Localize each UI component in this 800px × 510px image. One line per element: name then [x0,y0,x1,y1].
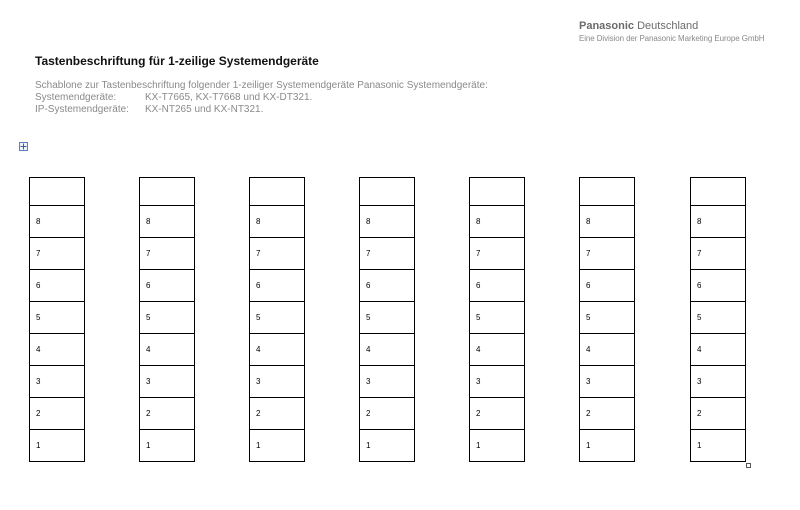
key-label-cell[interactable] [140,365,194,397]
key-label-cell[interactable] [250,269,304,301]
key-label-cell[interactable] [580,365,634,397]
key-number: 6 [256,281,261,290]
key-label-cell[interactable] [30,365,84,397]
key-number: 5 [146,313,151,322]
key-number: 1 [146,441,151,450]
strip-header-cell[interactable] [30,178,84,205]
key-label-cell[interactable] [30,333,84,365]
key-number: 8 [586,217,591,226]
key-number: 1 [36,441,41,450]
key-label-cell[interactable] [691,301,745,333]
key-label-cell[interactable] [691,269,745,301]
key-label-cell[interactable] [580,333,634,365]
key-number: 3 [36,377,41,386]
key-number: 7 [146,249,151,258]
key-label-cell[interactable] [140,333,194,365]
key-label-cell[interactable] [360,397,414,429]
key-number: 2 [36,409,41,418]
key-number: 1 [697,441,702,450]
key-label-cell[interactable] [250,365,304,397]
key-number: 2 [256,409,261,418]
models-line-1-value: KX-T7665, KX-T7668 und KX-DT321. [145,92,313,103]
key-number: 8 [366,217,371,226]
label-strip-1 [29,177,85,462]
key-label-cell[interactable] [30,269,84,301]
key-number: 5 [697,313,702,322]
key-number: 1 [256,441,261,450]
key-label-cell[interactable] [580,269,634,301]
key-number: 4 [697,345,702,354]
document-description [35,80,488,116]
key-number: 8 [476,217,481,226]
key-label-cell[interactable] [470,237,524,269]
strip-header-cell[interactable] [470,178,524,205]
key-number: 2 [476,409,481,418]
key-label-cell[interactable] [691,333,745,365]
key-number: 7 [366,249,371,258]
intro-line [35,80,488,92]
key-label-cell[interactable] [140,397,194,429]
key-label-cell[interactable] [140,205,194,237]
key-label-cell[interactable] [360,237,414,269]
key-label-cell[interactable] [580,237,634,269]
key-label-cell[interactable] [580,397,634,429]
key-label-cell[interactable] [470,429,524,461]
key-number: 6 [476,281,481,290]
key-number: 4 [586,345,591,354]
key-number: 7 [697,249,702,258]
table-move-handle-icon[interactable] [19,142,28,151]
key-number: 8 [256,217,261,226]
key-label-cell[interactable] [140,301,194,333]
key-number: 2 [697,409,702,418]
table-resize-handle-icon[interactable] [746,463,751,468]
key-label-cell[interactable] [580,205,634,237]
strip-header-cell[interactable] [250,178,304,205]
models-line-2 [35,104,488,116]
key-label-cell[interactable] [360,365,414,397]
key-number: 7 [256,249,261,258]
key-label-cell[interactable] [250,237,304,269]
key-label-cell[interactable] [30,301,84,333]
brand-name: Panasonic [579,20,635,32]
key-label-cell[interactable] [360,269,414,301]
key-number: 6 [36,281,41,290]
key-number: 4 [146,345,151,354]
key-number: 5 [36,313,41,322]
label-strip-5 [469,177,525,462]
key-number: 3 [586,377,591,386]
key-number: 2 [586,409,591,418]
strip-header-cell[interactable] [140,178,194,205]
key-number: 4 [36,345,41,354]
key-label-cell[interactable] [30,205,84,237]
label-strip-7 [690,177,746,462]
key-number: 7 [476,249,481,258]
key-label-cell[interactable] [360,429,414,461]
key-number: 1 [366,441,371,450]
key-number: 7 [36,249,41,258]
key-label-cell[interactable] [691,365,745,397]
key-label-cell[interactable] [470,333,524,365]
key-label-cell[interactable] [360,301,414,333]
strip-header-cell[interactable] [691,178,745,205]
strip-header-cell[interactable] [360,178,414,205]
key-label-cell[interactable] [140,429,194,461]
key-number: 1 [586,441,591,450]
key-label-cell[interactable] [691,397,745,429]
key-number: 4 [256,345,261,354]
key-number: 3 [256,377,261,386]
key-number: 6 [697,281,702,290]
key-label-cell[interactable] [250,301,304,333]
key-label-cell[interactable] [691,237,745,269]
key-number: 5 [256,313,261,322]
key-label-cell[interactable] [360,205,414,237]
models-line-1-label: Systemendgeräte: [35,92,117,103]
key-number: 3 [697,377,702,386]
key-number: 2 [146,409,151,418]
key-number: 8 [146,217,151,226]
key-number: 5 [366,313,371,322]
key-label-cell[interactable] [360,333,414,365]
key-number: 5 [476,313,481,322]
label-strip-6 [579,177,635,462]
key-label-cell[interactable] [580,429,634,461]
key-label-cell[interactable] [250,333,304,365]
brand-header [579,20,764,45]
brand-subtitle: Eine Division der Panasonic Marketing Europe GmbH [579,34,765,43]
key-label-cell[interactable] [470,301,524,333]
key-number: 1 [476,441,481,450]
key-number: 2 [366,409,371,418]
key-label-cell[interactable] [580,301,634,333]
key-label-cell[interactable] [470,397,524,429]
brand-region: Deutschland [637,20,699,32]
key-number: 3 [366,377,371,386]
key-label-cell[interactable] [250,429,304,461]
key-label-cell[interactable] [140,269,194,301]
key-number: 8 [697,217,702,226]
key-label-cell[interactable] [30,237,84,269]
label-strip-3 [249,177,305,462]
key-label-cell[interactable] [691,205,745,237]
key-number: 8 [36,217,41,226]
key-number: 3 [146,377,151,386]
key-label-cell[interactable] [250,205,304,237]
key-label-cell[interactable] [470,269,524,301]
key-number: 6 [366,281,371,290]
document-title: Tastenbeschriftung für 1-zeilige Systemendgeräte [35,54,319,68]
key-number: 5 [586,313,591,322]
key-label-cell[interactable] [30,397,84,429]
key-label-cell[interactable] [470,205,524,237]
models-line-2-value: KX-NT265 und KX-NT321. [145,104,264,115]
label-strip-4 [359,177,415,462]
label-strip-2 [139,177,195,462]
key-number: 4 [476,345,481,354]
strip-header-cell[interactable] [580,178,634,205]
key-number: 7 [586,249,591,258]
key-label-cell[interactable] [140,237,194,269]
models-line-1 [35,92,488,104]
key-label-cell[interactable] [470,365,524,397]
key-number: 4 [366,345,371,354]
intro-text: Schablone zur Tastenbeschriftung folgender 1-zeiliger Systemendgeräte Panasonic Systemendgeräte: [35,80,488,91]
key-label-cell[interactable] [691,429,745,461]
key-number: 3 [476,377,481,386]
key-label-cell[interactable] [30,429,84,461]
key-label-cell[interactable] [250,397,304,429]
models-line-2-label: IP-Systemendgeräte: [35,104,129,115]
key-number: 6 [586,281,591,290]
key-number: 6 [146,281,151,290]
